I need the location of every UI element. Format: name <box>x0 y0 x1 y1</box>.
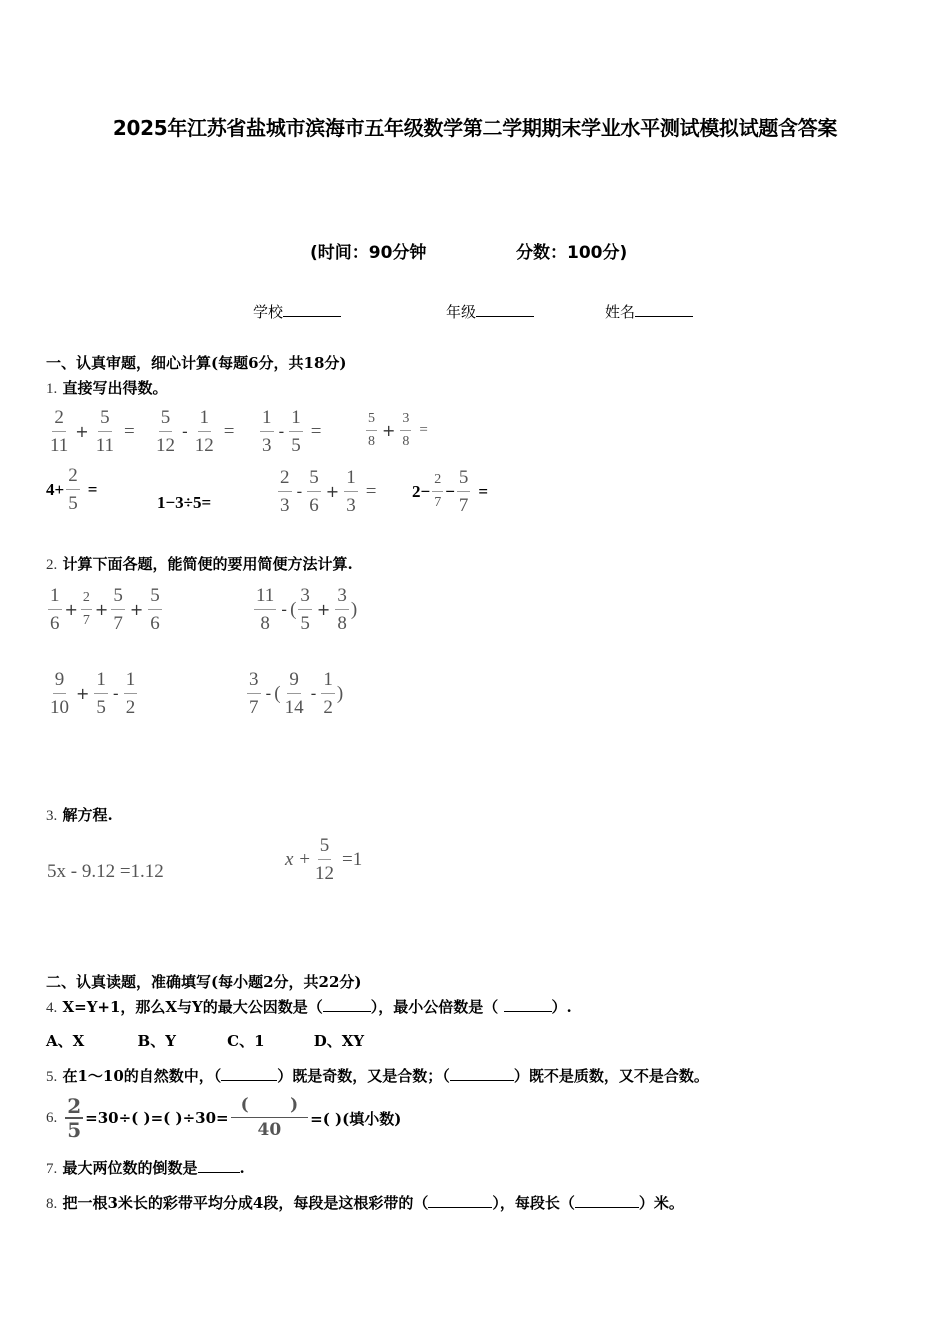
q5-number: 5. <box>46 1069 58 1085</box>
operator: + <box>316 600 331 619</box>
fraction <box>94 670 108 717</box>
q4-options <box>46 1030 364 1051</box>
math-text: 2− <box>412 481 431 501</box>
denominator: 6 <box>309 495 319 516</box>
math-text: ），最小公倍数是（ <box>370 998 504 1016</box>
school-blank[interactable] <box>283 302 341 317</box>
fraction <box>94 408 116 455</box>
q3-prompt <box>46 804 113 825</box>
q2-text: 计算下面各题，能简便的要用简便方法计算. <box>62 555 353 573</box>
fraction <box>344 468 358 515</box>
math-text: ( <box>290 598 297 620</box>
math-text: =1 <box>342 848 363 870</box>
q4-blank-gcd[interactable] <box>323 1011 371 1012</box>
numerator: 5 <box>111 586 125 610</box>
numerator: 3 <box>298 586 312 610</box>
denominator: 5 <box>291 435 301 456</box>
grade-field[interactable] <box>446 301 534 322</box>
denominator: 5 <box>67 1118 82 1142</box>
denominator: 5 <box>96 697 106 718</box>
numerator: 5 <box>307 468 321 492</box>
operator: + <box>94 600 109 619</box>
fraction <box>48 670 71 717</box>
operator: - <box>265 684 272 703</box>
math-text: 5x - 9.12 =1.12 <box>47 861 164 882</box>
fraction <box>81 591 92 628</box>
math-text: 4+ <box>46 479 65 499</box>
denominator: 11 <box>95 435 114 456</box>
school-label: 学校 <box>253 303 284 321</box>
numerator: 1 <box>260 408 274 432</box>
numerator: 5 <box>457 468 471 492</box>
numerator: 1 <box>124 670 138 694</box>
fraction <box>260 408 274 455</box>
q6-prompt <box>46 1096 401 1140</box>
operator: - <box>182 422 188 441</box>
q2-number: 2. <box>46 557 58 573</box>
fraction <box>298 586 312 633</box>
fraction <box>289 408 303 455</box>
q3-equation-2 <box>285 836 362 883</box>
numerator: 2 <box>278 468 292 492</box>
fraction <box>148 586 162 633</box>
denominator: 7 <box>82 613 90 628</box>
numerator: 5 <box>366 412 377 431</box>
denominator: 14 <box>284 697 304 718</box>
math-text: = <box>87 479 98 499</box>
section2-heading: 二、认真读题，准确填写(每小题2分，共22分) <box>46 973 362 991</box>
math-text: ）. <box>551 998 572 1016</box>
math-text: ）既是奇数，又是合数；（ <box>277 1067 450 1085</box>
denominator: 8 <box>337 613 347 634</box>
q5-blank-1[interactable] <box>221 1080 277 1081</box>
q4-prompt <box>46 996 572 1017</box>
denominator: 7 <box>113 613 123 634</box>
q1-text: 直接写出得数。 <box>62 379 168 397</box>
numerator: 1 <box>48 586 62 610</box>
numerator: 1 <box>94 670 108 694</box>
denominator: 12 <box>194 435 214 456</box>
fraction <box>366 412 377 449</box>
q2-expr-1 <box>46 586 164 633</box>
fraction <box>231 1097 309 1139</box>
numerator: 1 <box>289 408 303 432</box>
operator: + <box>382 421 396 440</box>
math-text: − <box>445 481 455 501</box>
math-text: . <box>239 1159 245 1177</box>
numerator: 2 <box>81 591 92 610</box>
denominator: 7 <box>434 495 442 510</box>
q1-expr-2 <box>152 408 235 455</box>
numerator: 2 <box>67 1094 82 1118</box>
denominator: 5 <box>68 493 78 514</box>
q4-option-b[interactable]: B、Y <box>137 1032 176 1050</box>
fraction <box>111 586 125 633</box>
exam-score: 分数：100分) <box>516 243 628 263</box>
q8-number: 8. <box>46 1196 58 1212</box>
operator: - <box>296 482 303 501</box>
math-text: ) <box>336 682 344 704</box>
q8-blank-1[interactable] <box>428 1207 492 1208</box>
denominator: 8 <box>260 613 270 634</box>
grade-blank[interactable] <box>476 302 534 317</box>
denominator: 2 <box>323 697 333 718</box>
numerator: 3 <box>400 412 411 431</box>
q4-blank-lcm[interactable] <box>504 1011 552 1012</box>
fraction <box>283 670 306 717</box>
q1-prompt <box>46 377 168 398</box>
grade-label: 年级 <box>446 303 477 321</box>
fraction <box>313 836 336 883</box>
fraction <box>65 1096 83 1140</box>
denominator: 3 <box>280 495 290 516</box>
q3-number: 3. <box>46 808 58 824</box>
numerator: 2 <box>432 473 443 492</box>
q1-expr-8 <box>412 468 488 515</box>
math-text: = <box>223 420 235 442</box>
fraction <box>154 408 177 455</box>
q7-number: 7. <box>46 1161 58 1177</box>
math-text: =30÷( )=( )÷30= <box>85 1109 229 1127</box>
q4-option-d[interactable]: D、XY <box>313 1032 365 1050</box>
fraction <box>457 468 471 515</box>
denominator: 12 <box>315 863 335 884</box>
denominator: 8 <box>402 434 410 449</box>
q1-expr-4 <box>364 412 428 449</box>
q7-prompt <box>46 1157 245 1178</box>
q1-expr-3 <box>258 408 322 455</box>
math-text: =( )(填小数) <box>310 1109 402 1128</box>
fraction <box>254 586 276 633</box>
name-blank[interactable] <box>635 302 693 317</box>
q2-expr-4 <box>245 670 343 717</box>
denominator: 11 <box>50 435 69 456</box>
operator: - <box>278 422 285 441</box>
q1-number: 1. <box>46 381 58 397</box>
fraction <box>48 408 70 455</box>
q5-blank-2[interactable] <box>450 1080 514 1081</box>
numerator: 5 <box>159 408 173 432</box>
q2-prompt <box>46 553 353 574</box>
math-text: ) <box>350 598 358 620</box>
q5-prompt <box>46 1065 709 1086</box>
math-text: = <box>365 480 377 502</box>
math-text: ）米。 <box>638 1194 684 1212</box>
school-field[interactable] <box>253 301 341 322</box>
denominator: 10 <box>50 697 69 718</box>
denominator: 6 <box>50 613 60 634</box>
fraction <box>124 670 138 717</box>
q7-blank[interactable] <box>198 1172 240 1173</box>
numerator: 2 <box>66 466 80 490</box>
denominator: 8 <box>368 434 375 449</box>
math-text: = <box>419 422 428 438</box>
math-text: = <box>478 481 489 501</box>
q1-expr-6: 1−3÷5= <box>157 493 212 512</box>
q3-equation-1 <box>47 861 164 883</box>
denominator: 2 <box>125 697 136 718</box>
q2-expr-3 <box>46 670 139 717</box>
math-text: = <box>124 420 135 442</box>
fraction <box>48 586 62 633</box>
numerator: 5 <box>148 586 162 610</box>
operator: - <box>281 600 288 619</box>
operator: + <box>64 600 78 619</box>
q2-expr-2 <box>252 586 357 633</box>
numerator: 3 <box>335 586 349 610</box>
numerator: 1 <box>344 468 358 492</box>
fraction <box>335 586 349 633</box>
fraction <box>432 473 443 510</box>
denominator: 5 <box>300 613 310 634</box>
numerator: 5 <box>318 836 332 860</box>
numerator: 5 <box>98 408 112 432</box>
q4-option-a[interactable]: A、X <box>46 1032 85 1050</box>
math-text: 在1～10的自然数中，（ <box>62 1067 222 1085</box>
q8-prompt <box>46 1192 684 1213</box>
denominator: 3 <box>262 435 272 456</box>
fraction <box>278 468 292 515</box>
exam-time: (时间：90分钟 <box>310 243 427 263</box>
math-text: x + <box>285 848 312 870</box>
denominator: 6 <box>150 613 160 634</box>
operator: - <box>112 684 119 703</box>
q3-text: 解方程. <box>62 806 113 824</box>
math-text: ）既不是质数，又不是合数。 <box>513 1067 709 1085</box>
numerator: 1 <box>198 408 212 432</box>
operator: + <box>129 600 144 619</box>
name-field[interactable] <box>605 301 693 322</box>
numerator: 11 <box>254 586 276 610</box>
numerator: 1 <box>321 670 335 694</box>
denominator: 12 <box>156 435 175 456</box>
numerator: ( ) <box>231 1097 309 1118</box>
denominator: 7 <box>249 697 259 718</box>
math-text: ( <box>274 682 281 704</box>
operator: + <box>76 684 90 703</box>
math-text: 最大两位数的倒数是 <box>62 1159 198 1177</box>
q1-expr-5 <box>46 466 97 513</box>
name-label: 姓名 <box>605 303 636 321</box>
denominator: 40 <box>257 1120 282 1140</box>
section1-heading: 一、认真审题，细心计算(每题6分，共18分) <box>46 354 347 372</box>
fraction <box>66 466 80 513</box>
fraction <box>193 408 216 455</box>
operator: + <box>325 482 340 501</box>
numerator: 9 <box>53 670 67 694</box>
denominator: 7 <box>458 495 469 516</box>
q1-expr-7 <box>276 468 376 515</box>
q1-expr-1 <box>46 408 135 455</box>
numerator: 9 <box>287 670 301 694</box>
q8-blank-2[interactable] <box>575 1207 639 1208</box>
operator: - <box>310 684 317 703</box>
operator: + <box>75 422 89 441</box>
page-title: 2025年江苏省盐城市滨海市五年级数学第二学期期末学业水平测试模拟试题含答案 <box>112 116 838 140</box>
fraction <box>321 670 335 717</box>
fraction <box>400 412 411 449</box>
numerator: 2 <box>52 408 66 432</box>
q4-option-c[interactable]: C、1 <box>227 1032 265 1050</box>
fraction <box>307 468 321 515</box>
numerator: 3 <box>247 670 261 694</box>
q6-number: 6. <box>46 1109 58 1126</box>
denominator: 3 <box>346 495 356 516</box>
q4-number: 4. <box>46 1000 58 1016</box>
math-text: = <box>310 420 322 442</box>
math-text: X=Y+1，那么X与Y的最大公因数是（ <box>62 998 323 1016</box>
math-text: 把一根3米长的彩带平均分成4段，每段是这根彩带的（ <box>62 1194 429 1212</box>
math-text: ），每段长（ <box>492 1194 575 1212</box>
fraction <box>247 670 261 717</box>
